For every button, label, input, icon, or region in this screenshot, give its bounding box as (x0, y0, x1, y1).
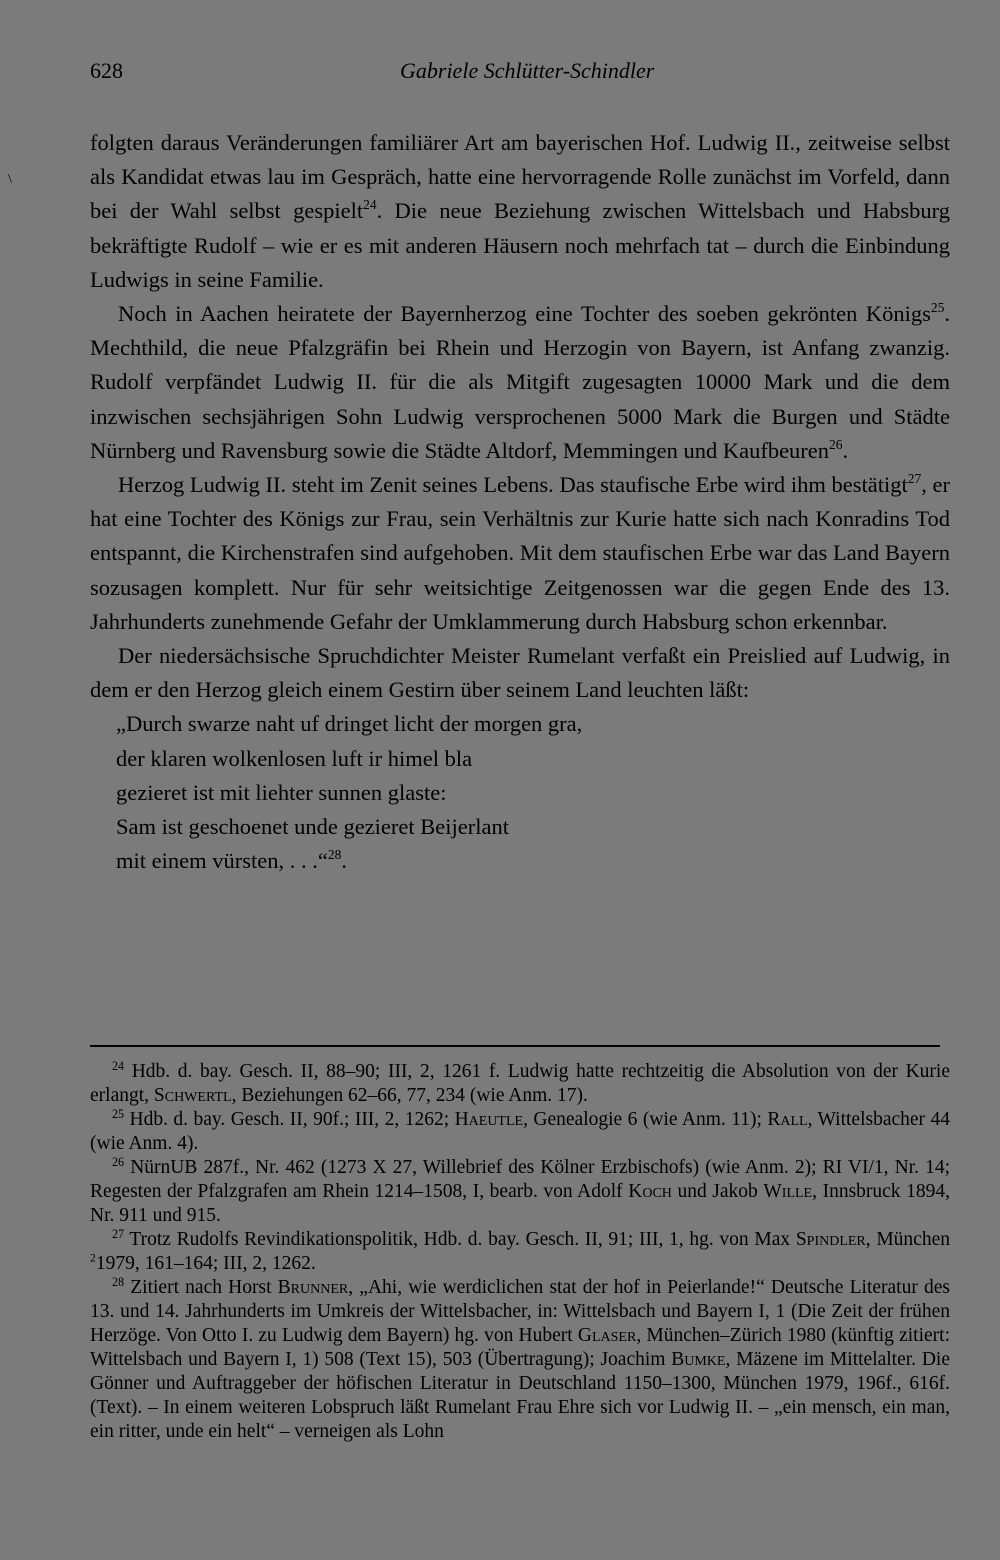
footnote-divider (90, 1045, 940, 1047)
footnote-text: , Wittelsbacher 44 (wie Anm. 4). (90, 1109, 950, 1154)
footnote-text: , Beziehungen 62–66, 77, 234 (wie Anm. 17). (231, 1085, 588, 1106)
paragraph-text: . Mechthild, die neue Pfalzgräfin bei Rhein und Herzogin von Bayern, ist Anfang zwanzig. Rudolf verpfändet Ludwig II. für die als Mitgift zugesagten 10000 Mark und die dem inzwischen sechsjährigen Sohn Ludwig versprochenen 5000 Mark die Burgen und Städte Nürnberg und Ravensburg sowie die Städte Altdorf, Memmingen und Kaufbeuren (90, 301, 950, 463)
footnote-text: Hdb. d. bay. Gesch. II, 90f.; III, 2, 1262; (129, 1109, 455, 1130)
footnote-25 (90, 1108, 950, 1156)
footnote-26 (90, 1156, 950, 1228)
footnote-text: NürnUB 287f., Nr. 462 (1273 X 27, Willebrief des Kölner Erzbischofs) (wie Anm. 2); RI VI/1, Nr. 14; Regesten der Pfalzgrafen am Rhein 1214–1508, I, bearb. von Adolf (90, 1157, 950, 1202)
running-title: Gabriele Schlütter-Schindler (400, 58, 655, 83)
footnote-ref-28: 28 (327, 847, 342, 863)
author-name: Bumke (671, 1349, 726, 1370)
author-name: Wille (763, 1181, 813, 1202)
footnote-ref-26: 26 (829, 437, 843, 453)
footnote-ref-24: 24 (363, 197, 377, 213)
footnote-number: 24 (112, 1058, 125, 1073)
paragraph-text: . (842, 437, 849, 463)
footnote-text: , München (865, 1229, 950, 1250)
footnote-text: Trotz Rudolfs Revindikationspolitik, Hdb. d. bay. Gesch. II, 91; III, 1, hg. von Max (129, 1229, 796, 1250)
stray-mark: \ (8, 172, 12, 187)
verse-line-4: Sam ist geschoenet unde gezieret Beijerlant (116, 814, 509, 840)
footnote-24 (90, 1060, 950, 1108)
footnote-text: 1979, 161–164; III, 2, 1262. (95, 1253, 316, 1274)
footnote-number: 25 (112, 1106, 125, 1121)
author-name: Spindler (795, 1229, 866, 1250)
author-name: Glaser (577, 1325, 637, 1346)
paragraph-text: Herzog Ludwig II. steht im Zenit seines Lebens. Das staufische Erbe wird ihm bestätigt (118, 472, 908, 498)
paragraph-text: folgten daraus Veränderungen familiärer Art am bayerischen Hof. Ludwig II., zeitweise selbst als Kandidat etwas lau im Gespräch, hatte eine hervorragende Rolle zunächst im Vorfeld, dann bei der Wahl selbst gespielt (90, 130, 950, 224)
paragraph-2 (90, 297, 950, 468)
page-number: 628 (90, 58, 123, 83)
verse-line-5-text: mit einem vürsten, . . .“ (116, 848, 328, 874)
author-name: Brunner (277, 1277, 349, 1298)
paragraph-text: . Die neue Beziehung zwischen Wittelsbach und Habsburg bekräftigte Rudolf – wie er es mit anderen Häusern noch mehrfach tat – durch die Einbindung Ludwigs in seine Familie. (90, 198, 951, 292)
footnote-text: Zitiert nach Horst (130, 1277, 278, 1298)
footnote-text: , Mäzene im Mittelalter. Die Gönner und Auftraggeber der höfischen Literatur in Deutschland 1150–1300, München 1979, 196f., 616f. (Text). – In einem weiteren Lobspruch läßt Rumelant Frau Ehre sich vor Ludwig II. – „ein mensch, ein man, ein ritter, unde ein helt“ – verneigen als Lohn (90, 1349, 950, 1442)
footnote-text: Hdb. d. bay. Gesch. II, 88–90; III, 2, 1261 f. Ludwig hatte rechtzeitig die Absolution von der Kurie erlangt, (90, 1061, 950, 1106)
footnote-number: 27 (112, 1226, 125, 1241)
paragraph-text: Noch in Aachen heiratete der Bayernherzog eine Tochter des soeben gekrönten Königs (118, 301, 931, 327)
footnote-ref-27: 27 (907, 471, 922, 487)
footnote-text: , Innsbruck 1894, Nr. 911 und 915. (90, 1181, 951, 1226)
edition-superscript: 2 (90, 1251, 96, 1265)
footnote-number: 28 (112, 1274, 125, 1289)
author-name: Koch (628, 1181, 672, 1202)
footnote-text: und Jakob (671, 1181, 764, 1202)
footnote-text: , München–Zürich 1980 (künftig zitiert: Wittelsbach und Bayern I, 1) 508 (Text 15), 503 (Übertragung); Joachim (90, 1325, 951, 1370)
paragraph-1 (90, 126, 950, 297)
verse-line-2: der klaren wolkenlosen luft ir himel bla (116, 745, 473, 771)
footnote-text: , Genealogie 6 (wie Anm. 11); (523, 1109, 768, 1130)
verse-line-5 (116, 844, 950, 878)
verse-line-5-end: . (341, 848, 347, 874)
author-name: Haeutle (454, 1109, 524, 1130)
author-name: Rall (767, 1109, 808, 1130)
verse-line-1: „Durch swarze naht uf dringet licht der morgen gra, (116, 711, 583, 737)
footnote-27 (90, 1228, 950, 1276)
footnote-28 (90, 1276, 950, 1444)
footnote-number: 26 (112, 1154, 125, 1169)
paragraph-text: , er hat eine Tochter des Königs zur Frau, sein Verhältnis zur Kurie hatte sich nach Konradins Tod entspannt, die Kirchenstrafen sind aufgehoben. Mit dem staufischen Erbe war das Land Bayern sozusagen komplett. Nur für sehr weitsichtige Zeitgenossen war die gegen Ende des 13. Jahrhunderts zunehmende Gefahr der Umklammerung durch Habsburg schon erkennbar. (90, 472, 951, 634)
running-head (90, 58, 950, 88)
body-text (90, 126, 950, 878)
verse-quote (90, 707, 950, 878)
verse-line-3: gezieret ist mit liehter sunnen glaste: (116, 779, 447, 805)
footnotes (90, 1060, 950, 1444)
footnote-ref-25: 25 (930, 300, 945, 316)
paragraph-text: Der niedersächsische Spruchdichter Meister Rumelant verfaßt ein Preislied auf Ludwig, in dem er den Herzog gleich einem Gestirn über seinem Land leuchten läßt: (90, 643, 950, 703)
paragraph-3 (90, 468, 950, 639)
footnote-text: , „Ahi, wie werdiclichen stat der hof in Peierlande!“ Deutsche Literatur des 13. und 14. Jahrhunderts im Umkreis der Wittelsbacher, in: Wittelsbach und Bayern I, 1 (Die Zeit der frühen Herzöge. Von Otto I. zu Ludwig dem Bayern) hg. von Hubert (90, 1277, 951, 1346)
paragraph-4 (90, 639, 950, 707)
author-name: Schwertl (153, 1085, 232, 1106)
